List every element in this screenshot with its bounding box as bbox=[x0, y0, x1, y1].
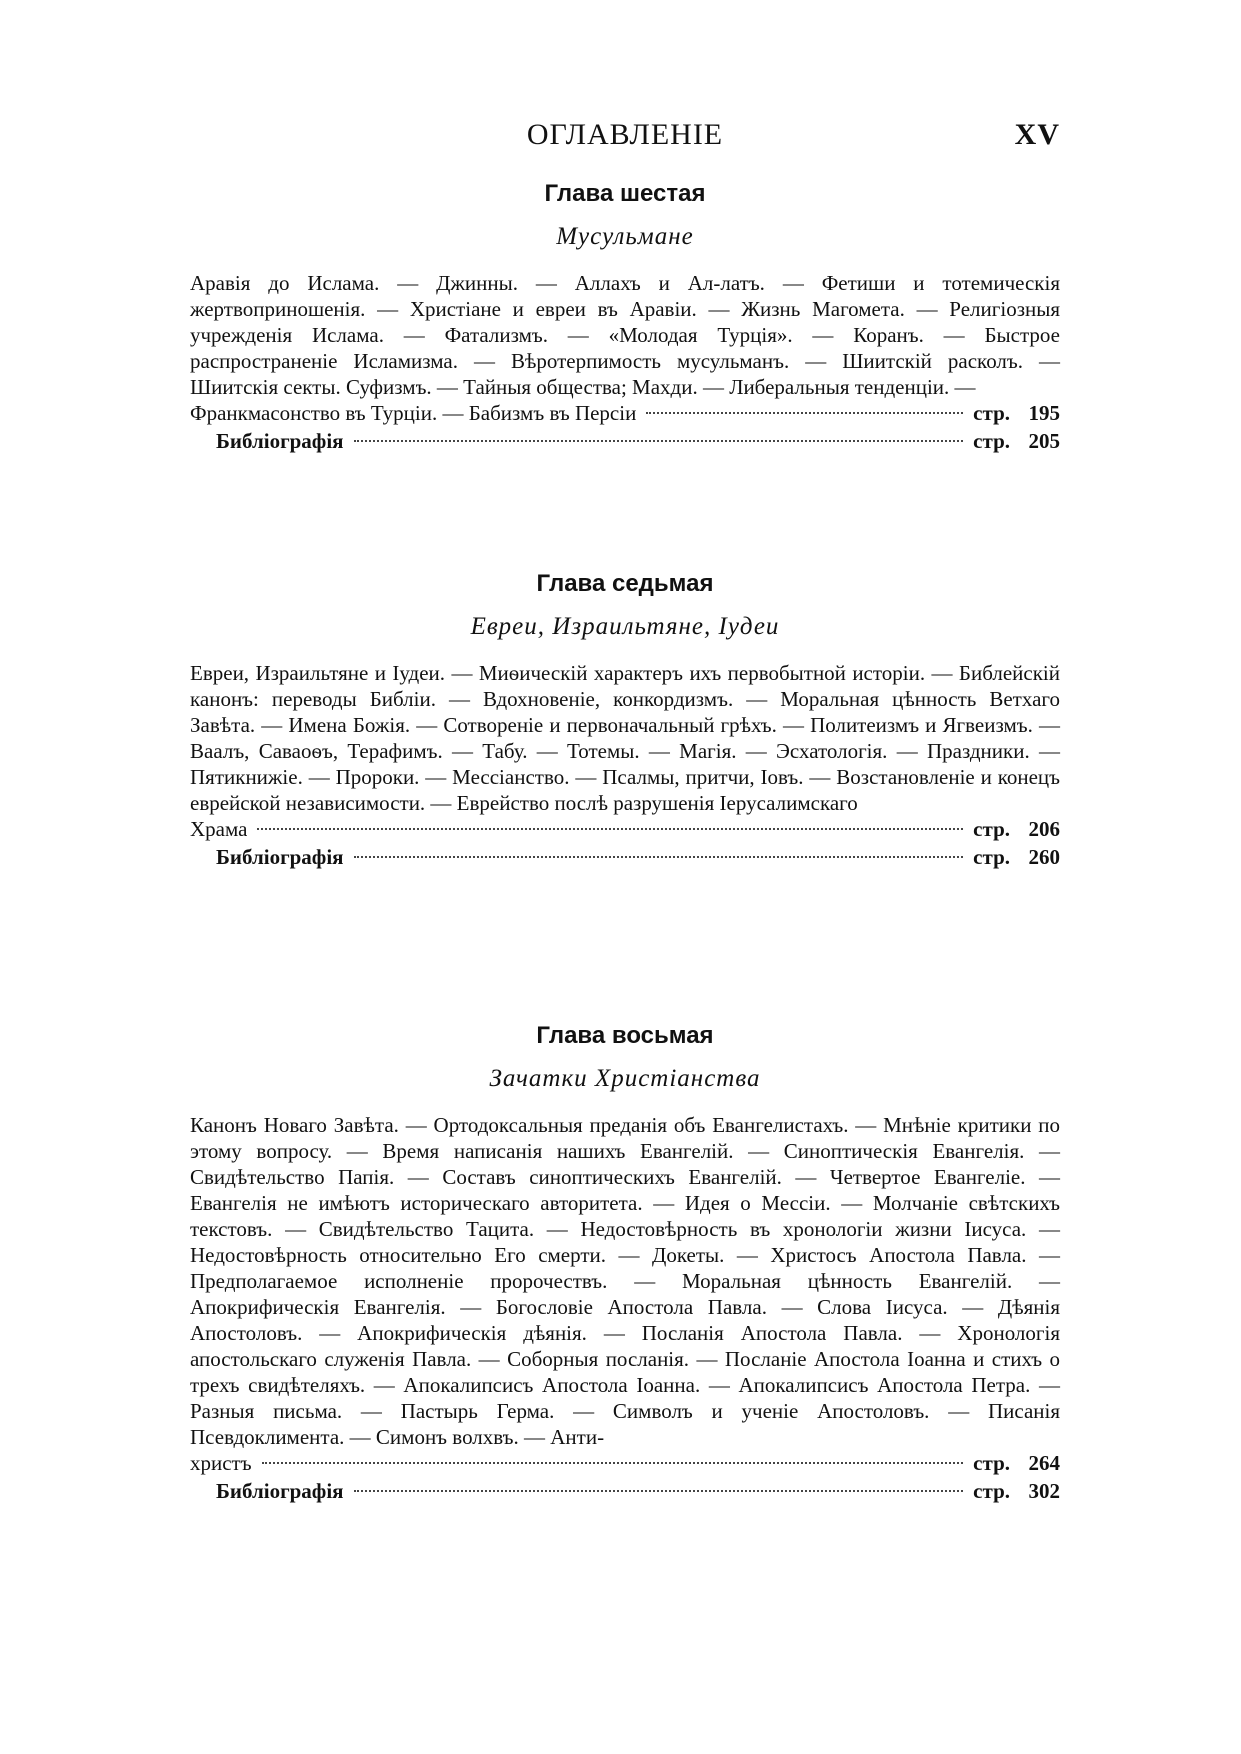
chapter-section bbox=[190, 1018, 1060, 1504]
page-ref-word: стр. bbox=[973, 1451, 1010, 1475]
chapter-title: Глава седьмая bbox=[536, 570, 714, 597]
bibliography-label: Библіографія bbox=[216, 1479, 344, 1503]
page-ref-number: 264 bbox=[1028, 1451, 1060, 1475]
contents-entry bbox=[190, 400, 1060, 426]
page-ref-number: 302 bbox=[1028, 1479, 1060, 1503]
bibliography-label: Библіографія bbox=[216, 429, 344, 453]
page-ref-word: стр. bbox=[973, 817, 1010, 841]
chapter-contents: Евреи, Израильтяне и Іудеи. — Миѳическій характеръ ихъ первобытной исторіи. — Библейскій канонъ: переводы Библіи. — Вдохновеніе, конкордизмъ. — Моральная цѣнность Ветхаго Завѣта. — Имена Божія. — Сотвореніе и первоначальный грѣхъ. — Политеизмъ и Ягвеизмъ. — Ваалъ, Саваоѳъ, Терафимъ. — Табу. — Тотемы. — Магія. — Эсхатологія. — Праздники. — Пятикнижіе. — Пророки. — Мессіанство. — Псалмы, притчи, Іовъ. — Возстановленіе и конецъ еврейской независимости. — Еврейство послѣ разрушенія Іерусалимскаго bbox=[190, 661, 1060, 815]
entry-text: христъ bbox=[190, 1451, 252, 1475]
contents-entry bbox=[190, 816, 1060, 842]
page-ref-word: стр. bbox=[973, 1479, 1010, 1503]
page-ref-number: 205 bbox=[1028, 429, 1060, 453]
page-ref-word: стр. bbox=[973, 401, 1010, 425]
chapter-contents: Канонъ Новаго Завѣта. — Ортодоксальныя преданія объ Евангелистахъ. — Мнѣніе критики по этому вопросу. — Время написанія нашихъ Евангелій. — Синоптическія Евангелія. — Свидѣтельство Папія. — Составъ синоптическихъ Евангелій. — Четвертое Евангеліе. — Евангелія не имѣютъ историческаго авторитета. — Идея о Мессіи. — Молчаніе свѣтскихъ текстовъ. — Свидѣтельство Тацита. — Недостовѣрность въ хронологіи жизни Іисуса. — Недостовѣрность относительно Его смерти. — Докеты. — Христосъ Апостола Павла. — Предполагаемое исполненіе пророчествъ. — Моральная цѣнность Евангелій. — Апокрифическія Евангелія. — Богословіе Апостола Павла. — Слова Іисуса. — Дѣянія Апостоловъ. — Апокрифическія дѣянія. — Посланія Апостола Павла. — Хронологія апостольскаго служенія Павла. — Соборныя посланія. — Посланіе Апостола Іоанна и стихъ о трехъ свидѣтеляхъ. — Апокалипсисъ Апостола Іоанна. — Апокалипсисъ Апостола Петра. — Разныя письма. — Пастырь Герма. — Символъ и ученіе Апостоловъ. — Писанія Псевдоклимента. — Симонъ волхвъ. — Анти- bbox=[190, 1113, 1060, 1449]
running-head bbox=[190, 118, 1060, 158]
chapter-title: Глава шестая bbox=[544, 180, 706, 207]
chapter-subtitle: Зачатки Христіанства bbox=[489, 1065, 761, 1092]
dot-leader bbox=[646, 412, 963, 414]
chapter-title: Глава восьмая bbox=[536, 1022, 714, 1049]
page-number: XV bbox=[1014, 118, 1060, 151]
dot-leader bbox=[262, 1462, 964, 1464]
dot-leader bbox=[257, 828, 963, 830]
dot-leader bbox=[354, 440, 964, 442]
bibliography-entry bbox=[190, 1478, 1060, 1504]
entry-text: Франкмасонство въ Турціи. — Бабизмъ въ Персіи bbox=[190, 401, 637, 425]
dot-leader bbox=[354, 856, 964, 858]
chapter-subtitle: Мусульмане bbox=[556, 223, 694, 250]
bibliography-entry bbox=[190, 844, 1060, 870]
chapter-subtitle: Евреи, Израильтяне, Іудеи bbox=[470, 613, 780, 640]
page-ref-word: стр. bbox=[973, 845, 1010, 869]
page-title: ОГЛАВЛЕНIЕ bbox=[526, 118, 724, 151]
bibliography-entry bbox=[190, 428, 1060, 454]
chapter-contents: Аравія до Ислама. — Джинны. — Аллахъ и Ал-латъ. — Фетиши и тотемическія жертвоприношенія. — Христіане и евреи въ Аравіи. — Жизнь Магомета. — Религіозныя учрежденія Ислама. — Фатализмъ. — «Молодая Турція». — Коранъ. — Быстрое распространеніе Исламизма. — Вѣротерпимость мусульманъ. — Шиитскій расколъ. — Шиитскія секты. Суфизмъ. — Тайныя общества; Махди. — Либеральныя тенденціи. — bbox=[190, 271, 1060, 399]
page-ref-word: стр. bbox=[973, 429, 1010, 453]
dot-leader bbox=[354, 1490, 964, 1492]
page-ref-number: 195 bbox=[1028, 401, 1060, 425]
chapter-section bbox=[190, 176, 1060, 454]
bibliography-label: Библіографія bbox=[216, 845, 344, 869]
contents-entry bbox=[190, 1450, 1060, 1476]
page-ref-number: 206 bbox=[1028, 817, 1060, 841]
entry-text: Храма bbox=[190, 817, 248, 841]
page-ref-number: 260 bbox=[1028, 845, 1060, 869]
chapter-section bbox=[190, 566, 1060, 870]
